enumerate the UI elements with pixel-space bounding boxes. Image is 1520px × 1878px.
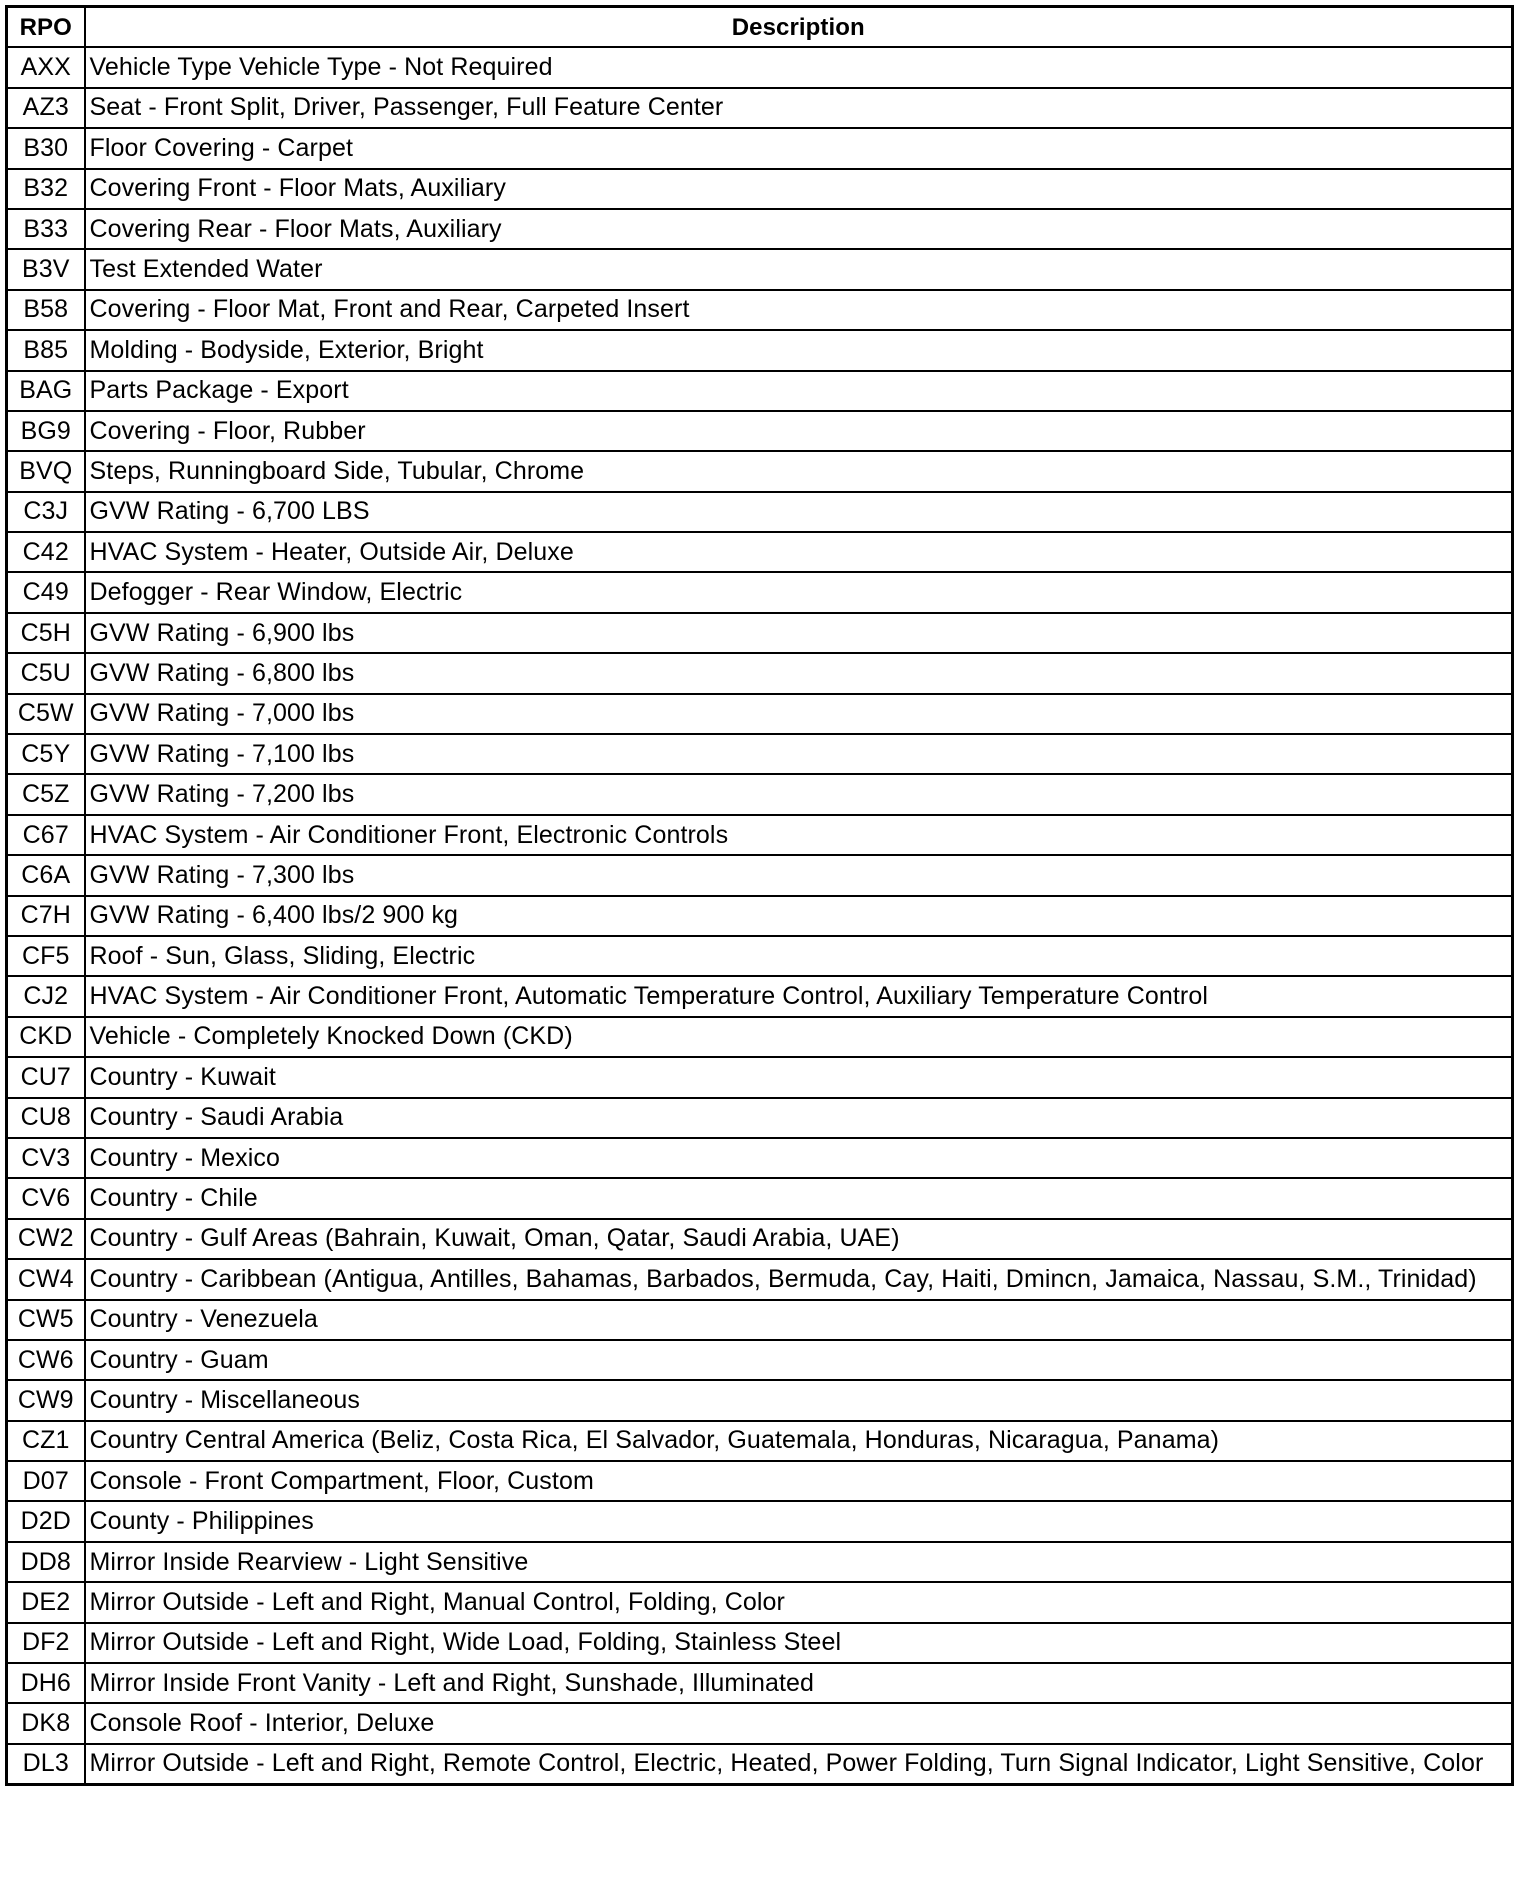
description-cell: GVW Rating - 7,200 lbs — [85, 774, 1513, 814]
rpo-code-cell: CW6 — [7, 1340, 85, 1380]
table-row — [7, 1340, 1513, 1380]
description-cell: Country - Miscellaneous — [85, 1380, 1513, 1420]
table-row — [7, 1017, 1513, 1057]
description-cell: Country - Chile — [85, 1178, 1513, 1218]
rpo-code-cell: C3J — [7, 492, 85, 532]
rpo-code-cell: CW2 — [7, 1219, 85, 1259]
description-cell: Covering - Floor, Rubber — [85, 411, 1513, 451]
rpo-code-cell: BG9 — [7, 411, 85, 451]
table-row — [7, 815, 1513, 855]
table-row — [7, 1057, 1513, 1097]
description-cell: GVW Rating - 6,400 lbs/2 900 kg — [85, 896, 1513, 936]
table-row — [7, 1501, 1513, 1541]
description-cell: County - Philippines — [85, 1501, 1513, 1541]
table-row — [7, 1098, 1513, 1138]
description-cell: HVAC System - Air Conditioner Front, Automatic Temperature Control, Auxiliary Temperature Control — [85, 976, 1513, 1016]
description-cell: Mirror Inside Rearview - Light Sensitive — [85, 1542, 1513, 1582]
description-cell: Parts Package - Export — [85, 371, 1513, 411]
table-row — [7, 1542, 1513, 1582]
description-cell: Console Roof - Interior, Deluxe — [85, 1703, 1513, 1743]
table-row — [7, 330, 1513, 370]
rpo-code-cell: D2D — [7, 1501, 85, 1541]
description-cell: GVW Rating - 7,100 lbs — [85, 734, 1513, 774]
description-column-header: Description — [85, 7, 1513, 48]
rpo-code-cell: CW5 — [7, 1300, 85, 1340]
rpo-code-cell: CJ2 — [7, 976, 85, 1016]
description-cell: Defogger - Rear Window, Electric — [85, 572, 1513, 612]
description-cell: Country - Mexico — [85, 1138, 1513, 1178]
table-row — [7, 371, 1513, 411]
rpo-code-cell: DE2 — [7, 1582, 85, 1622]
rpo-code-cell: C6A — [7, 855, 85, 895]
rpo-code-cell: C5Y — [7, 734, 85, 774]
table-row — [7, 532, 1513, 572]
table-row — [7, 572, 1513, 612]
table-row — [7, 613, 1513, 653]
table-row — [7, 88, 1513, 128]
table-row — [7, 1703, 1513, 1743]
rpo-code-cell: B3V — [7, 249, 85, 289]
table-row — [7, 734, 1513, 774]
description-cell: Roof - Sun, Glass, Sliding, Electric — [85, 936, 1513, 976]
description-cell: Country Central America (Beliz, Costa Rica, El Salvador, Guatemala, Honduras, Nicaragua, Panama) — [85, 1421, 1513, 1461]
description-cell: GVW Rating - 6,900 lbs — [85, 613, 1513, 653]
table-row — [7, 694, 1513, 734]
table-row — [7, 1380, 1513, 1420]
rpo-column-header: RPO — [7, 7, 85, 48]
description-cell: Molding - Bodyside, Exterior, Bright — [85, 330, 1513, 370]
rpo-code-cell: DK8 — [7, 1703, 85, 1743]
rpo-code-cell: C42 — [7, 532, 85, 572]
description-cell: Test Extended Water — [85, 249, 1513, 289]
description-cell: Country - Saudi Arabia — [85, 1098, 1513, 1138]
description-cell: Country - Guam — [85, 1340, 1513, 1380]
description-cell: Country - Gulf Areas (Bahrain, Kuwait, Oman, Qatar, Saudi Arabia, UAE) — [85, 1219, 1513, 1259]
description-cell: GVW Rating - 7,000 lbs — [85, 694, 1513, 734]
table-row — [7, 936, 1513, 976]
table-row — [7, 855, 1513, 895]
description-cell: Country - Caribbean (Antigua, Antilles, Bahamas, Barbados, Bermuda, Cay, Haiti, Dmincn, Jamaica, Nassau, S.M., Trinidad) — [85, 1259, 1513, 1299]
rpo-code-cell: D07 — [7, 1461, 85, 1501]
description-cell: Mirror Outside - Left and Right, Wide Load, Folding, Stainless Steel — [85, 1623, 1513, 1663]
rpo-code-cell: BVQ — [7, 451, 85, 491]
rpo-code-cell: B30 — [7, 128, 85, 168]
table-row — [7, 411, 1513, 451]
rpo-code-cell: DF2 — [7, 1623, 85, 1663]
table-row — [7, 653, 1513, 693]
description-cell: Mirror Outside - Left and Right, Remote Control, Electric, Heated, Power Folding, Turn Signal Indicator, Light Sensitive, Color — [85, 1744, 1513, 1785]
description-cell: Country - Venezuela — [85, 1300, 1513, 1340]
rpo-code-cell: DD8 — [7, 1542, 85, 1582]
rpo-code-cell: C67 — [7, 815, 85, 855]
table-row — [7, 128, 1513, 168]
rpo-code-cell: B58 — [7, 290, 85, 330]
rpo-code-cell: C5W — [7, 694, 85, 734]
description-cell: GVW Rating - 7,300 lbs — [85, 855, 1513, 895]
description-cell: Covering Front - Floor Mats, Auxiliary — [85, 169, 1513, 209]
description-cell: Seat - Front Split, Driver, Passenger, Full Feature Center — [85, 88, 1513, 128]
rpo-code-cell: AXX — [7, 47, 85, 87]
description-cell: GVW Rating - 6,700 LBS — [85, 492, 1513, 532]
table-row — [7, 976, 1513, 1016]
rpo-code-cell: CU7 — [7, 1057, 85, 1097]
table-row — [7, 249, 1513, 289]
rpo-code-cell: CZ1 — [7, 1421, 85, 1461]
table-row — [7, 1300, 1513, 1340]
rpo-code-cell: DL3 — [7, 1744, 85, 1785]
rpo-code-cell: CV3 — [7, 1138, 85, 1178]
header-row — [7, 7, 1513, 48]
description-cell: Mirror Inside Front Vanity - Left and Right, Sunshade, Illuminated — [85, 1663, 1513, 1703]
rpo-code-cell: B32 — [7, 169, 85, 209]
table-row — [7, 896, 1513, 936]
table-row — [7, 169, 1513, 209]
table-row — [7, 1421, 1513, 1461]
description-cell: Country - Kuwait — [85, 1057, 1513, 1097]
table-row — [7, 1663, 1513, 1703]
description-cell: Vehicle - Completely Knocked Down (CKD) — [85, 1017, 1513, 1057]
rpo-code-cell: C5Z — [7, 774, 85, 814]
rpo-code-cell: DH6 — [7, 1663, 85, 1703]
rpo-code-cell: CW4 — [7, 1259, 85, 1299]
table-row — [7, 209, 1513, 249]
table-row — [7, 1259, 1513, 1299]
table-row — [7, 1744, 1513, 1785]
rpo-code-cell: CU8 — [7, 1098, 85, 1138]
table-body — [7, 47, 1513, 1784]
rpo-table — [5, 5, 1514, 1786]
rpo-code-cell: CF5 — [7, 936, 85, 976]
table-row — [7, 290, 1513, 330]
description-cell: HVAC System - Air Conditioner Front, Electronic Controls — [85, 815, 1513, 855]
rpo-code-cell: C5H — [7, 613, 85, 653]
table-row — [7, 1219, 1513, 1259]
description-cell: Mirror Outside - Left and Right, Manual Control, Folding, Color — [85, 1582, 1513, 1622]
table-row — [7, 1138, 1513, 1178]
rpo-code-cell: CW9 — [7, 1380, 85, 1420]
description-cell: Floor Covering - Carpet — [85, 128, 1513, 168]
rpo-code-cell: C49 — [7, 572, 85, 612]
description-cell: HVAC System - Heater, Outside Air, Deluxe — [85, 532, 1513, 572]
rpo-code-cell: B33 — [7, 209, 85, 249]
table-row — [7, 1461, 1513, 1501]
rpo-code-cell: BAG — [7, 371, 85, 411]
description-cell: GVW Rating - 6,800 lbs — [85, 653, 1513, 693]
description-cell: Covering - Floor Mat, Front and Rear, Carpeted Insert — [85, 290, 1513, 330]
description-cell: Console - Front Compartment, Floor, Custom — [85, 1461, 1513, 1501]
rpo-code-cell: C5U — [7, 653, 85, 693]
rpo-code-cell: CV6 — [7, 1178, 85, 1218]
table-row — [7, 492, 1513, 532]
rpo-code-cell: AZ3 — [7, 88, 85, 128]
table-row — [7, 1178, 1513, 1218]
rpo-code-cell: B85 — [7, 330, 85, 370]
table-row — [7, 1623, 1513, 1663]
table-row — [7, 47, 1513, 87]
table-header — [7, 7, 1513, 48]
description-cell: Steps, Runningboard Side, Tubular, Chrome — [85, 451, 1513, 491]
rpo-code-cell: CKD — [7, 1017, 85, 1057]
table-row — [7, 1582, 1513, 1622]
description-cell: Vehicle Type Vehicle Type - Not Required — [85, 47, 1513, 87]
table-row — [7, 774, 1513, 814]
rpo-code-cell: C7H — [7, 896, 85, 936]
description-cell: Covering Rear - Floor Mats, Auxiliary — [85, 209, 1513, 249]
table-row — [7, 451, 1513, 491]
